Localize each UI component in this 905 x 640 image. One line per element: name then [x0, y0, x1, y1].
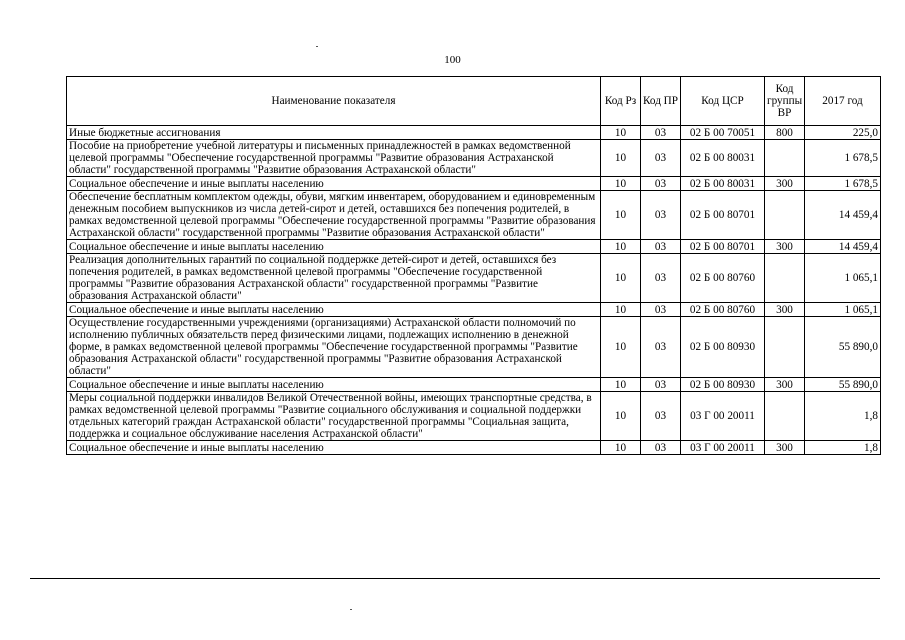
- row-pr: 03: [641, 303, 681, 317]
- row-pr: 03: [641, 240, 681, 254]
- row-pr: 03: [641, 191, 681, 240]
- row-csr: 03 Г 00 20011: [681, 441, 765, 455]
- row-rz: 10: [601, 254, 641, 303]
- row-csr: 02 Б 00 70051: [681, 126, 765, 140]
- row-amount: 1 065,1: [805, 254, 881, 303]
- row-pr: 03: [641, 441, 681, 455]
- row-vr: [765, 254, 805, 303]
- header-csr: Код ЦСР: [681, 77, 765, 126]
- row-amount: 14 459,4: [805, 191, 881, 240]
- table-row: [67, 441, 881, 455]
- table-row: [67, 392, 881, 441]
- row-csr: 03 Г 00 20011: [681, 392, 765, 441]
- row-csr: 02 Б 00 80031: [681, 140, 765, 177]
- row-csr: 02 Б 00 80031: [681, 177, 765, 191]
- header-rz: Код Рз: [601, 77, 641, 126]
- budget-table: [66, 76, 881, 455]
- row-pr: 03: [641, 140, 681, 177]
- row-vr: 300: [765, 177, 805, 191]
- row-amount: 55 890,0: [805, 317, 881, 378]
- row-name: Иные бюджетные ассигнования: [67, 126, 601, 140]
- row-csr: 02 Б 00 80760: [681, 254, 765, 303]
- row-name: Социальное обеспечение и иные выплаты населению: [67, 378, 601, 392]
- row-name: Социальное обеспечение и иные выплаты населению: [67, 240, 601, 254]
- row-name: Реализация дополнительных гарантий по социальной поддержке детей-сирот и детей, оставшихся без попечения родителей, в рамках ведомственной целевой программы "Обеспечение государственной программы "Развитие образования Астраханской области" государственной программы "Развитие образования Астраханской области": [67, 254, 601, 303]
- row-vr: [765, 392, 805, 441]
- row-vr: 300: [765, 441, 805, 455]
- row-name: Социальное обеспечение и иные выплаты населению: [67, 441, 601, 455]
- row-pr: 03: [641, 317, 681, 378]
- row-amount: 1,8: [805, 441, 881, 455]
- row-vr: 300: [765, 378, 805, 392]
- row-rz: 10: [601, 303, 641, 317]
- row-rz: 10: [601, 177, 641, 191]
- row-vr: [765, 317, 805, 378]
- table-header-row: [67, 77, 881, 126]
- row-pr: 03: [641, 254, 681, 303]
- row-name: Пособие на приобретение учебной литературы и письменных принадлежностей в рамках ведомственной целевой программы "Обеспечение государственной программы "Развитие образования Астраханской области" государственной программы "Развитие образования Астраханской области": [67, 140, 601, 177]
- table-row: [67, 378, 881, 392]
- row-rz: 10: [601, 392, 641, 441]
- row-rz: 10: [601, 240, 641, 254]
- header-year: 2017 год: [805, 77, 881, 126]
- row-pr: 03: [641, 392, 681, 441]
- table-row: [67, 177, 881, 191]
- row-rz: 10: [601, 126, 641, 140]
- header-vr: Код группы ВР: [765, 77, 805, 126]
- row-csr: 02 Б 00 80760: [681, 303, 765, 317]
- row-amount: 1 678,5: [805, 177, 881, 191]
- table-row: [67, 140, 881, 177]
- table-row: [67, 191, 881, 240]
- row-amount: 55 890,0: [805, 378, 881, 392]
- table-row: [67, 317, 881, 378]
- row-amount: 14 459,4: [805, 240, 881, 254]
- page-number: 100: [444, 54, 461, 66]
- row-vr: [765, 191, 805, 240]
- row-csr: 02 Б 00 80701: [681, 191, 765, 240]
- scan-speck: [350, 609, 352, 610]
- header-pr: Код ПР: [641, 77, 681, 126]
- row-pr: 03: [641, 126, 681, 140]
- row-name: Меры социальной поддержки инвалидов Великой Отечественной войны, имеющих транспортные средства, в рамках ведомственной целевой программы "Развитие социального обслуживания и социальной поддержки отдельных категорий граждан Астраханской области" государственной программы "Социальная защита, поддержка и социальное обслуживание населения Астраханской области": [67, 392, 601, 441]
- row-name: Социальное обеспечение и иные выплаты населению: [67, 303, 601, 317]
- row-amount: 1,8: [805, 392, 881, 441]
- row-name: Обеспечение бесплатным комплектом одежды, обуви, мягким инвентарем, оборудованием и единовременным денежным пособием выпускников из числа детей-сирот и детей, оставшихся без попечения родителей, в рамках ведомственной целевой программы "Обеспечение государственной программы "Развитие образования Астраханской области" государственной программы "Развитие образования Астраханской области": [67, 191, 601, 240]
- row-name: Осуществление государственными учреждениями (организациями) Астраханской области полномочий по исполнению публичных обязательств перед физическими лицами, подлежащих исполнению в денежной форме, в рамках ведомственной целевой программы "Обеспечение государственной программы "Развитие образования Астраханской области" государственной программы "Развитие образования Астраханской области": [67, 317, 601, 378]
- row-amount: 225,0: [805, 126, 881, 140]
- page-bottom-rule: [30, 578, 880, 579]
- table-row: [67, 126, 881, 140]
- row-csr: 02 Б 00 80930: [681, 317, 765, 378]
- row-amount: 1 678,5: [805, 140, 881, 177]
- row-vr: 300: [765, 240, 805, 254]
- table-row: [67, 254, 881, 303]
- row-rz: 10: [601, 317, 641, 378]
- scan-speck: [316, 46, 318, 47]
- row-vr: 800: [765, 126, 805, 140]
- row-vr: 300: [765, 303, 805, 317]
- row-pr: 03: [641, 378, 681, 392]
- row-amount: 1 065,1: [805, 303, 881, 317]
- row-vr: [765, 140, 805, 177]
- row-csr: 02 Б 00 80930: [681, 378, 765, 392]
- row-rz: 10: [601, 140, 641, 177]
- row-csr: 02 Б 00 80701: [681, 240, 765, 254]
- row-rz: 10: [601, 441, 641, 455]
- table-row: [67, 303, 881, 317]
- table-row: [67, 240, 881, 254]
- header-name: Наименование показателя: [67, 77, 601, 126]
- row-rz: 10: [601, 191, 641, 240]
- row-name: Социальное обеспечение и иные выплаты населению: [67, 177, 601, 191]
- row-rz: 10: [601, 378, 641, 392]
- row-pr: 03: [641, 177, 681, 191]
